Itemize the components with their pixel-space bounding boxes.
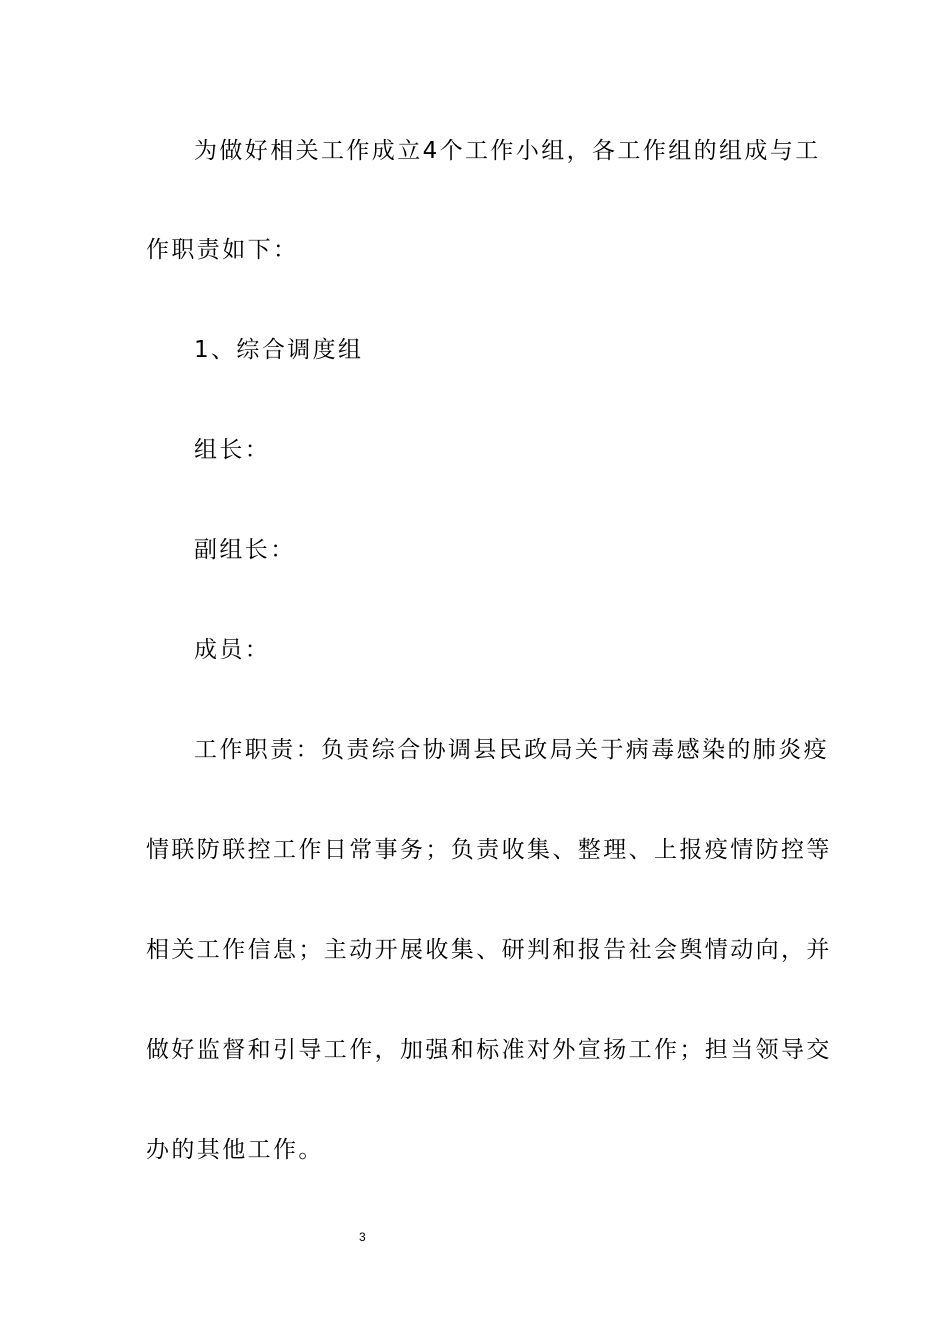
paragraph-line-2: 作职责如下： xyxy=(146,237,299,263)
paragraph-line-1: 为做好相关工作成立4个工作小组，各工作组的组成与工 xyxy=(194,138,821,164)
section-heading: 1、综合调度组 xyxy=(194,337,364,363)
deputy-leader-label: 副组长： xyxy=(194,537,296,563)
duty-line-1: 工作职责：负责综合协调县民政局关于病毒感染的肺炎疫 xyxy=(194,737,829,763)
duty-line-4: 做好监督和引导工作，加强和标准对外宣扬工作；担当领导交 xyxy=(146,1037,832,1063)
group-leader-label: 组长： xyxy=(194,437,271,463)
duty-line-3: 相关工作信息；主动开展收集、研判和报告社会舆情动向，并 xyxy=(146,937,832,963)
duty-line-5: 办的其他工作。 xyxy=(146,1137,324,1163)
members-label: 成员： xyxy=(194,637,271,663)
page-number: 3 xyxy=(359,1230,366,1244)
duty-line-2: 情联防联控工作日常事务；负责收集、整理、上报疫情防控等 xyxy=(146,837,832,863)
